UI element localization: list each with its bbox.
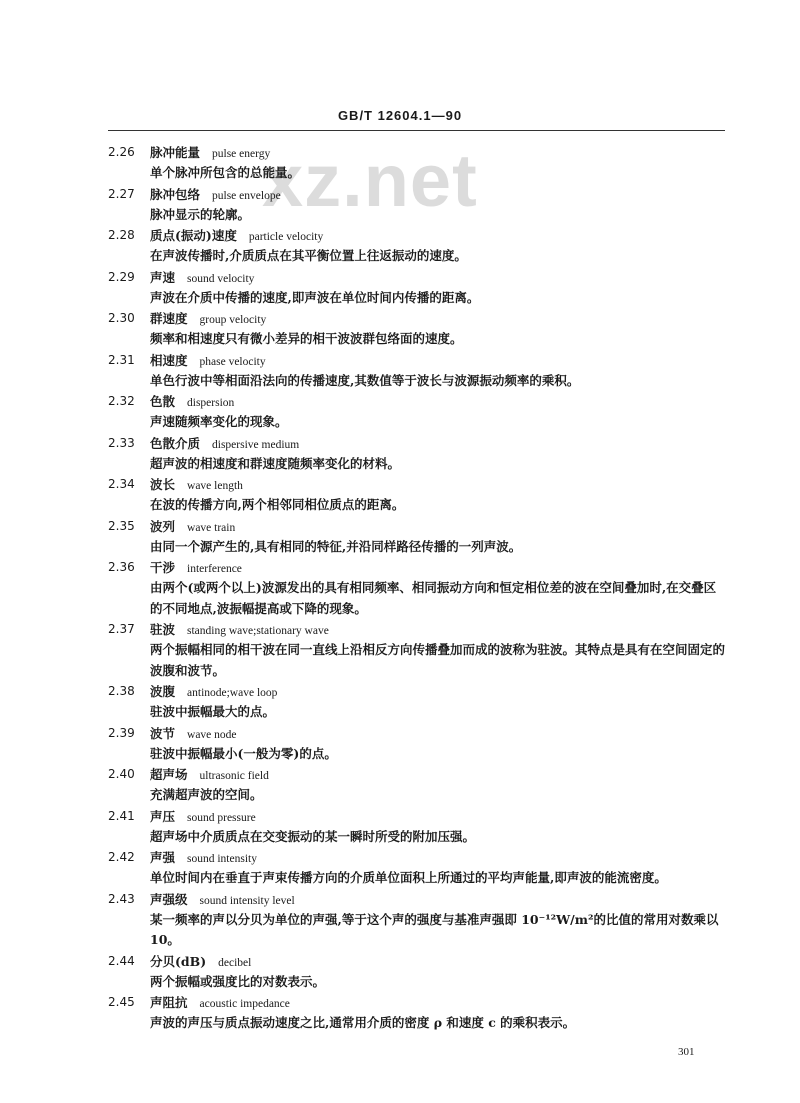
term-chinese: 分贝(dB) (150, 953, 207, 969)
term-english: sound velocity (187, 272, 255, 285)
term-definition: 由两个(或两个以上)波源发出的具有相同频率、相同振动方向和恒定相位差的波在空间叠加时,在交叠区的不同地点,波振幅提高或下降的现象。 (150, 580, 717, 616)
term-heading (150, 764, 269, 787)
term-heading (150, 847, 257, 870)
term-heading (150, 723, 237, 746)
term-entry (0, 951, 800, 993)
term-heading (150, 681, 277, 704)
term-line (0, 391, 800, 412)
term-chinese: 波列 (150, 518, 176, 534)
term-english: wave node (187, 728, 237, 741)
term-entry (0, 184, 800, 226)
term-entry (0, 267, 800, 309)
term-heading (150, 350, 266, 373)
term-entry (0, 433, 800, 475)
term-chinese: 声强级 (150, 891, 188, 907)
term-chinese: 质点(振动)速度 (150, 228, 237, 243)
term-heading (150, 391, 234, 414)
term-chinese: 群速度 (150, 311, 188, 326)
term-english: interference (187, 563, 242, 575)
term-chinese: 声阻抗 (150, 995, 188, 1010)
standard-header: GB/T 12604.1—90 (337, 108, 463, 123)
term-number: 2.40 (108, 767, 135, 781)
term-chinese: 波长 (150, 477, 176, 492)
term-english: phase velocity (199, 355, 266, 368)
term-definition: 在波的传播方向,两个相邻同相位质点的距离。 (150, 497, 405, 512)
term-definition: 声速随频率变化的现象。 (150, 414, 288, 429)
term-entry (0, 889, 800, 951)
term-line (0, 308, 800, 329)
term-entry (0, 391, 800, 433)
term-english: antinode;wave loop (187, 687, 278, 699)
term-english: particle velocity (248, 231, 324, 243)
term-heading (150, 516, 235, 539)
term-english: group velocity (199, 314, 267, 326)
term-list (0, 142, 800, 1034)
term-definition: 充满超声波的空间。 (150, 787, 263, 802)
term-definition: 单色行波中等相面沿法向的传播速度,其数值等于波长与波源振动频率的乘积。 (150, 372, 580, 388)
term-definition: 声波的声压与质点振动速度之比,通常用介质的密度 ρ 和速度 c 的乘积表示。 (150, 1015, 576, 1030)
term-line (0, 474, 800, 495)
term-definition: 单个脉冲所包含的总能量。 (150, 165, 301, 180)
term-definition: 由同一个源产生的,具有相同的特征,并沿同样路径传播的一列声波。 (150, 538, 522, 554)
term-chinese: 色散 (150, 394, 176, 409)
term-english: dispersive medium (212, 438, 300, 451)
term-number: 2.42 (108, 850, 135, 864)
term-entry (0, 723, 800, 765)
term-heading (150, 557, 242, 580)
term-definition: 两个振幅或强度比的对数表示。 (150, 973, 326, 989)
term-line (0, 992, 800, 1013)
watermark: xz.net (262, 139, 478, 222)
term-chinese: 驻波 (150, 622, 176, 637)
term-number: 2.29 (108, 269, 135, 284)
term-heading (150, 951, 251, 974)
term-heading (150, 433, 299, 456)
term-english: decibel (218, 956, 252, 969)
term-line (0, 951, 800, 972)
header-rule (108, 130, 725, 131)
term-chinese: 波腹 (150, 684, 176, 699)
term-definition: 驻波中振幅最大的点。 (150, 704, 276, 719)
term-number: 2.37 (108, 622, 135, 636)
term-entry (0, 225, 800, 267)
term-entry (0, 557, 800, 619)
term-chinese: 脉冲能量 (150, 145, 201, 160)
term-english: pulse envelope (212, 189, 281, 202)
term-definition: 超声波的相速度和群速度随频率变化的材料。 (150, 455, 401, 471)
term-english: dispersion (187, 397, 235, 409)
term-entry (0, 308, 800, 350)
term-heading (150, 142, 270, 165)
term-chinese: 超声场 (150, 767, 188, 782)
term-line (0, 225, 800, 246)
term-line (0, 433, 800, 454)
term-chinese: 脉冲包络 (150, 186, 201, 202)
term-definition: 驻波中振幅最小(一般为零)的点。 (150, 745, 337, 761)
term-number: 2.28 (108, 228, 135, 242)
term-heading (150, 267, 254, 290)
term-heading (150, 184, 281, 207)
term-number: 2.41 (108, 808, 135, 823)
term-number: 2.26 (108, 145, 135, 159)
term-entry (0, 619, 800, 681)
term-definition: 脉冲显示的轮廓。 (150, 206, 251, 222)
term-heading (150, 474, 243, 497)
term-english: wave train (187, 521, 236, 534)
term-definition: 频率和相速度只有微小差异的相干波波群包络面的速度。 (150, 331, 463, 346)
term-line (0, 806, 800, 827)
term-number: 2.34 (108, 477, 135, 491)
term-definition: 单位时间内在垂直于声束传播方向的介质单位面积上所通过的平均声能量,即声波的能流密度。 (150, 870, 667, 885)
term-line (0, 764, 800, 785)
term-line (0, 557, 800, 578)
term-number: 2.35 (108, 518, 135, 533)
term-entry (0, 516, 800, 558)
term-heading (150, 889, 295, 912)
term-chinese: 声压 (150, 808, 176, 824)
page-number: 301 (678, 1046, 695, 1058)
term-line (0, 681, 800, 702)
term-line (0, 619, 800, 640)
term-heading (150, 992, 290, 1015)
term-number: 2.45 (108, 995, 135, 1009)
term-english: standing wave;stationary wave (187, 625, 329, 637)
term-number: 2.33 (108, 435, 135, 450)
term-english: sound intensity (187, 853, 257, 865)
term-definition: 两个振幅相同的相干波在同一直线上沿相反方向传播叠加而成的波称为驻波。其特点是具有在空间固定的波腹和波节。 (150, 642, 726, 678)
term-entry (0, 142, 800, 184)
term-number: 2.32 (108, 394, 135, 408)
term-chinese: 声速 (150, 269, 176, 285)
term-entry (0, 992, 800, 1034)
term-english: sound intensity level (199, 894, 295, 907)
term-line (0, 142, 800, 163)
term-english: sound pressure (187, 811, 256, 824)
term-line (0, 723, 800, 744)
term-entry (0, 474, 800, 516)
term-number: 2.27 (108, 186, 135, 201)
term-number: 2.39 (108, 725, 135, 740)
term-line (0, 184, 800, 205)
term-entry (0, 681, 800, 723)
term-chinese: 声强 (150, 850, 176, 865)
term-line (0, 516, 800, 537)
term-english: acoustic impedance (199, 998, 290, 1010)
term-line (0, 847, 800, 868)
term-definition: 超声场中介质质点在交变振动的某一瞬时所受的附加压强。 (150, 828, 476, 844)
term-entry (0, 847, 800, 889)
term-english: pulse energy (212, 148, 271, 160)
term-chinese: 波节 (150, 725, 176, 741)
term-chinese: 相速度 (150, 352, 188, 368)
term-number: 2.31 (108, 352, 135, 367)
term-heading (150, 619, 329, 642)
term-number: 2.44 (108, 953, 135, 968)
term-heading (150, 806, 256, 829)
term-definition: 声波在介质中传播的速度,即声波在单位时间内传播的距离。 (150, 289, 480, 305)
term-line (0, 350, 800, 371)
term-number: 2.36 (108, 560, 135, 574)
term-entry (0, 806, 800, 848)
term-definition: 在声波传播时,介质质点在其平衡位置上往返振动的速度。 (150, 248, 467, 263)
term-heading (150, 308, 266, 331)
term-heading (150, 225, 323, 248)
term-definition: 某一频率的声以分贝为单位的声强,等于这个声的强度与基准声强即 10⁻¹²W/m²的比值的常用对数乘以 10。 (150, 911, 719, 947)
term-entry (0, 350, 800, 392)
term-line (0, 267, 800, 288)
term-chinese: 色散介质 (150, 435, 201, 451)
term-entry (0, 764, 800, 806)
term-number: 2.30 (108, 311, 135, 325)
term-number: 2.38 (108, 684, 135, 698)
term-english: ultrasonic field (199, 770, 269, 782)
term-line (0, 889, 800, 910)
term-chinese: 干涉 (150, 560, 176, 575)
term-number: 2.43 (108, 891, 135, 906)
term-english: wave length (187, 480, 243, 492)
